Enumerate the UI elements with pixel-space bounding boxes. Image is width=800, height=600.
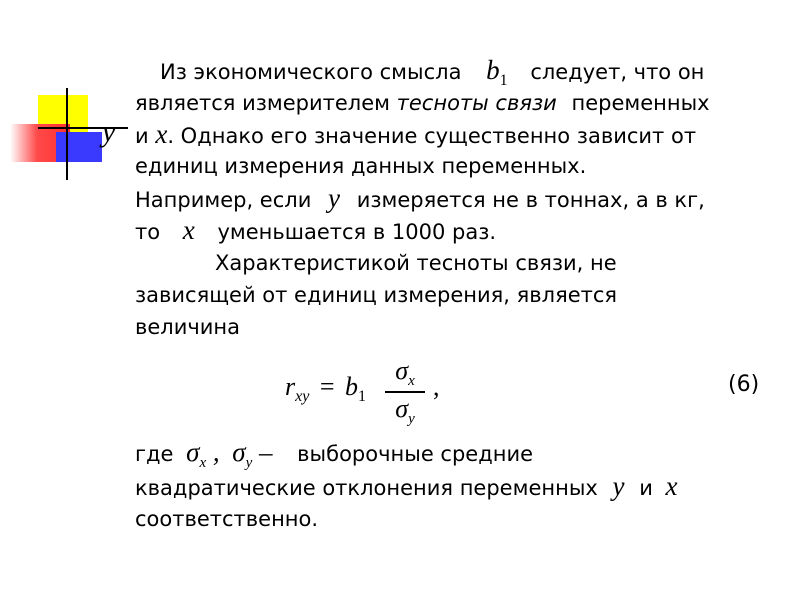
math-sigma: σ [232, 437, 246, 467]
formula-fraction-bar [385, 391, 425, 393]
math-y-symbol [102, 115, 116, 148]
text-segment: и [135, 124, 149, 148]
math-y: y [328, 183, 341, 213]
text-line-12 [135, 505, 318, 533]
text-line-6 [135, 216, 496, 246]
text-segment: Характеристикой тесноты связи, не [215, 251, 617, 275]
text-segment: где [135, 442, 174, 466]
text-italic-segment: тесноты связи [396, 91, 557, 115]
formula-r-subscript: xy [295, 388, 310, 405]
math-b-subscript: 1 [499, 72, 508, 89]
text-line-5 [135, 184, 705, 214]
decor-vertical-line [66, 88, 68, 180]
text-segment: величина [135, 315, 241, 339]
formula-b-subscript: 1 [358, 388, 366, 405]
text-segment: переменных [571, 91, 710, 115]
formula-b: b [345, 372, 358, 401]
text-line-11 [135, 472, 678, 502]
text-line-9 [135, 313, 240, 341]
math-x: x [665, 471, 678, 501]
text-line-1 [160, 56, 704, 89]
text-segment: измеряется не в тоннах, а в кг, [356, 188, 705, 212]
text-line-3 [135, 120, 696, 150]
math-y: y [102, 115, 116, 148]
math-sigma-x-subscript: x [199, 455, 207, 471]
formula-sigma: σ [395, 394, 409, 423]
text-segment: является измерителем [135, 91, 390, 115]
math-b: b [486, 55, 500, 85]
formula-sigma-y-subscript: y [408, 411, 415, 427]
math-sigma: σ [186, 437, 200, 467]
formula-numerator [385, 356, 425, 389]
text-line-7 [215, 249, 617, 277]
text-segment: соответственно. [135, 507, 319, 531]
formula-sigma: σ [395, 356, 409, 385]
formula-equals: = [319, 372, 335, 401]
formula-r: r [285, 372, 296, 401]
text-line-8 [135, 281, 617, 309]
math-dash: – [258, 437, 273, 467]
text-segment: зависящей от единиц измерения, является [135, 283, 618, 307]
equation-number: (6) [728, 372, 760, 397]
math-x: x [182, 215, 195, 245]
text-segment: следует, что он [530, 60, 705, 84]
text-line-10: где $\sigma_x$ , $\sigma_y$ – выборочные средние [135, 437, 534, 471]
text-line-2 [135, 89, 710, 117]
formula-denominator [385, 394, 425, 427]
math-y: y [612, 471, 625, 501]
text-segment: уменьшается в 1000 раз. [217, 220, 497, 244]
text-segment: выборочные средние [297, 442, 534, 466]
text-line-4 [135, 152, 586, 180]
text-segment: единиц измерения данных переменных. [135, 154, 587, 178]
text-segment: Например, если [135, 188, 312, 212]
math-sigma-y-subscript: y [245, 455, 253, 471]
formula-comma: , [433, 372, 440, 401]
text-segment: и [639, 476, 653, 500]
text-segment: Из экономического смысла [160, 60, 462, 84]
formula-sigma-x-subscript: x [408, 373, 415, 389]
decor-blue-square [56, 132, 102, 162]
text-segment: то [135, 220, 161, 244]
text-segment: . Однако его значение существенно зависит от [167, 124, 697, 148]
text-segment: квадратические отклонения переменных [135, 476, 598, 500]
math-x: x [155, 119, 168, 149]
